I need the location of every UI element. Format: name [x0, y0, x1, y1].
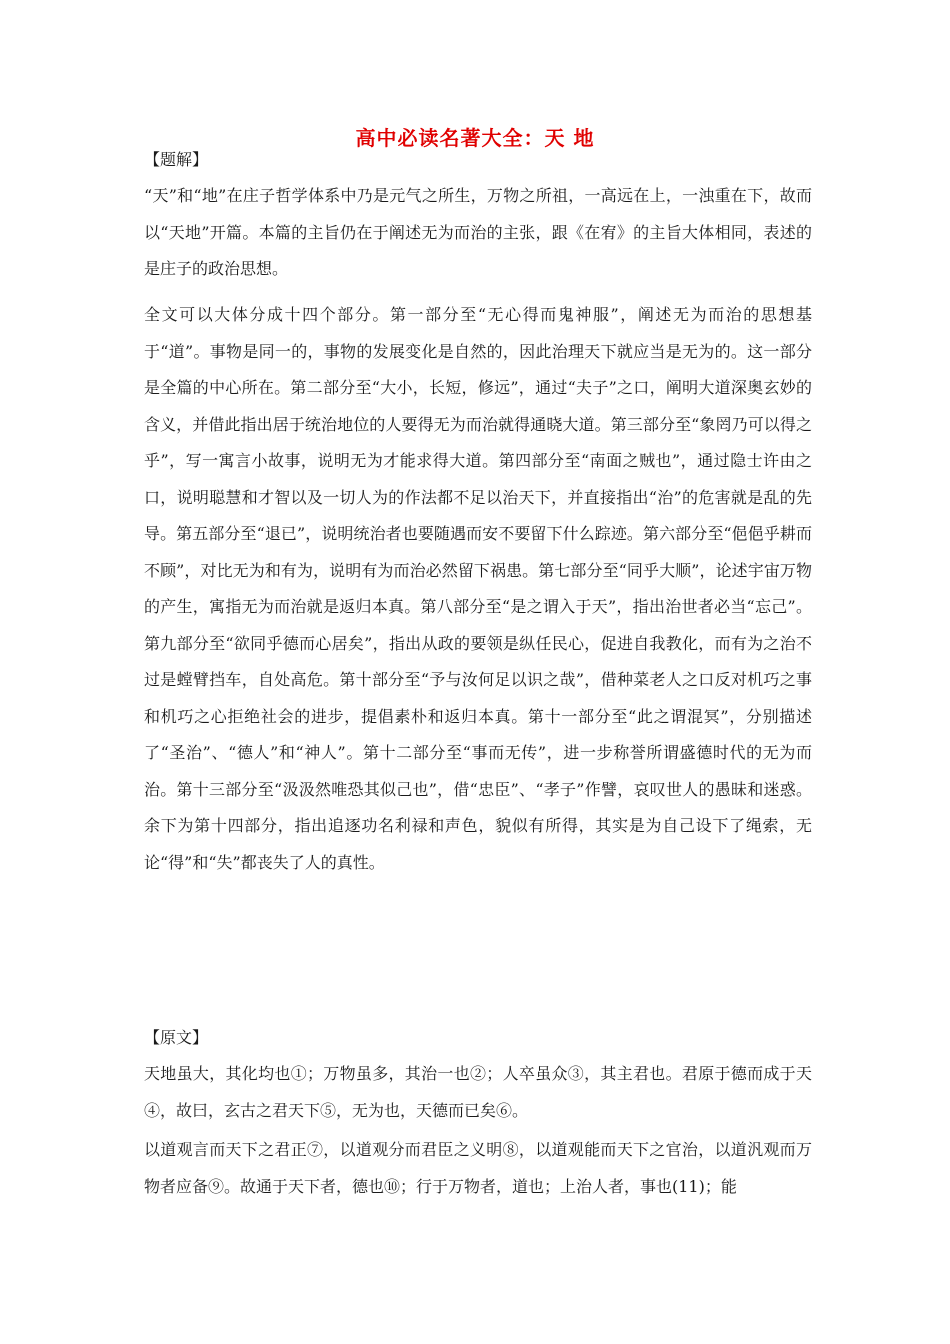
- paragraph-yuanwen-2: 以道观言而天下之君正⑦，以道观分而君臣之义明⑧，以道观能而天下之官治，以道汎观而万物者应备⑨。故通于天下者，德也⑩；行于万物者，道也；上治人者，事也(11)；能: [144, 1140, 812, 1196]
- section-heading-yuanwen: 【原文】: [144, 1028, 209, 1047]
- paragraph-tijie-intro: “天”和“地”在庄子哲学体系中乃是元气之所生，万物之所祖，一高远在上，一浊重在下，故而以“天地”开篇。本篇的主旨仍在于阐述无为而治的主张，跟《在宥》的主旨大体相同，表述的是庄子的政治思想。: [144, 186, 812, 278]
- section-heading-tijie: 【题解】: [144, 150, 209, 169]
- paragraph-yuanwen-1: 天地虽大，其化均也①；万物虽多，其治一也②；人卒虽众③，其主君也。君原于德而成于天④，故曰，玄古之君天下⑤，无为也，天德而已矣⑥。: [144, 1064, 812, 1120]
- paragraph-tijie-structure: 全文可以大体分成十四个部分。第一部分至“无心得而鬼神服”，阐述无为而治的思想基于“道”。事物是同一的，事物的发展变化是自然的，因此治理天下就应当是无为的。这一部分是全篇的中心所在。第二部分至“大小，长短，修远”，通过“夫子”之口，阐明大道深奥玄妙的含义，并借此指出居于统治地位的人要得无为而治就得通晓大道。第三部分至“象罔乃可以得之乎”，写一寓言小故事，说明无为才能求得大道。第四部分至“南面之贼也”，通过隐士许由之口，说明聪慧和才智以及一切人为的作法都不足以治天下，并直接指出“治”的危害就是乱的先导。第五部分至“退已”，说明统治者也要随遇而安不要留下什么踪迹。第六部分至“俋俋乎耕而不顾”，对比无为和有为，说明有为而治必然留下祸患。第七部分至“同乎大顺”，论述宇宙万物的产生，寓指无为而治就是返归本真。第八部分至“是之谓入于天”，指出治世者必当“忘己”。第九部分至“欲同乎德而心居矣”，指出从政的要领是纵任民心，促进自我教化，而有为之治不过是螳臂挡车，自处高危。第十部分至“予与汝何足以识之哉”，借种菜老人之口反对机巧之事和机巧之心拒绝社会的进步，提倡素朴和返归本真。第十一部分至“此之谓混冥”，分别描述了“圣治”、“德人”和“神人”。第十二部分至“事而无传”，进一步称誉所谓盛德时代的无为而治。第十三部分至“汲汲然唯恐其似己也”，借“忠臣”、“孝子”作譬，哀叹世人的愚昧和迷惑。余下为第十四部分，指出追逐功名利禄和声色，貌似有所得，其实是为自己设下了绳索，无论“得”和“失”都丧失了人的真性。: [144, 305, 812, 872]
- document-title: 高中必读名著大全：天 地: [355, 126, 595, 150]
